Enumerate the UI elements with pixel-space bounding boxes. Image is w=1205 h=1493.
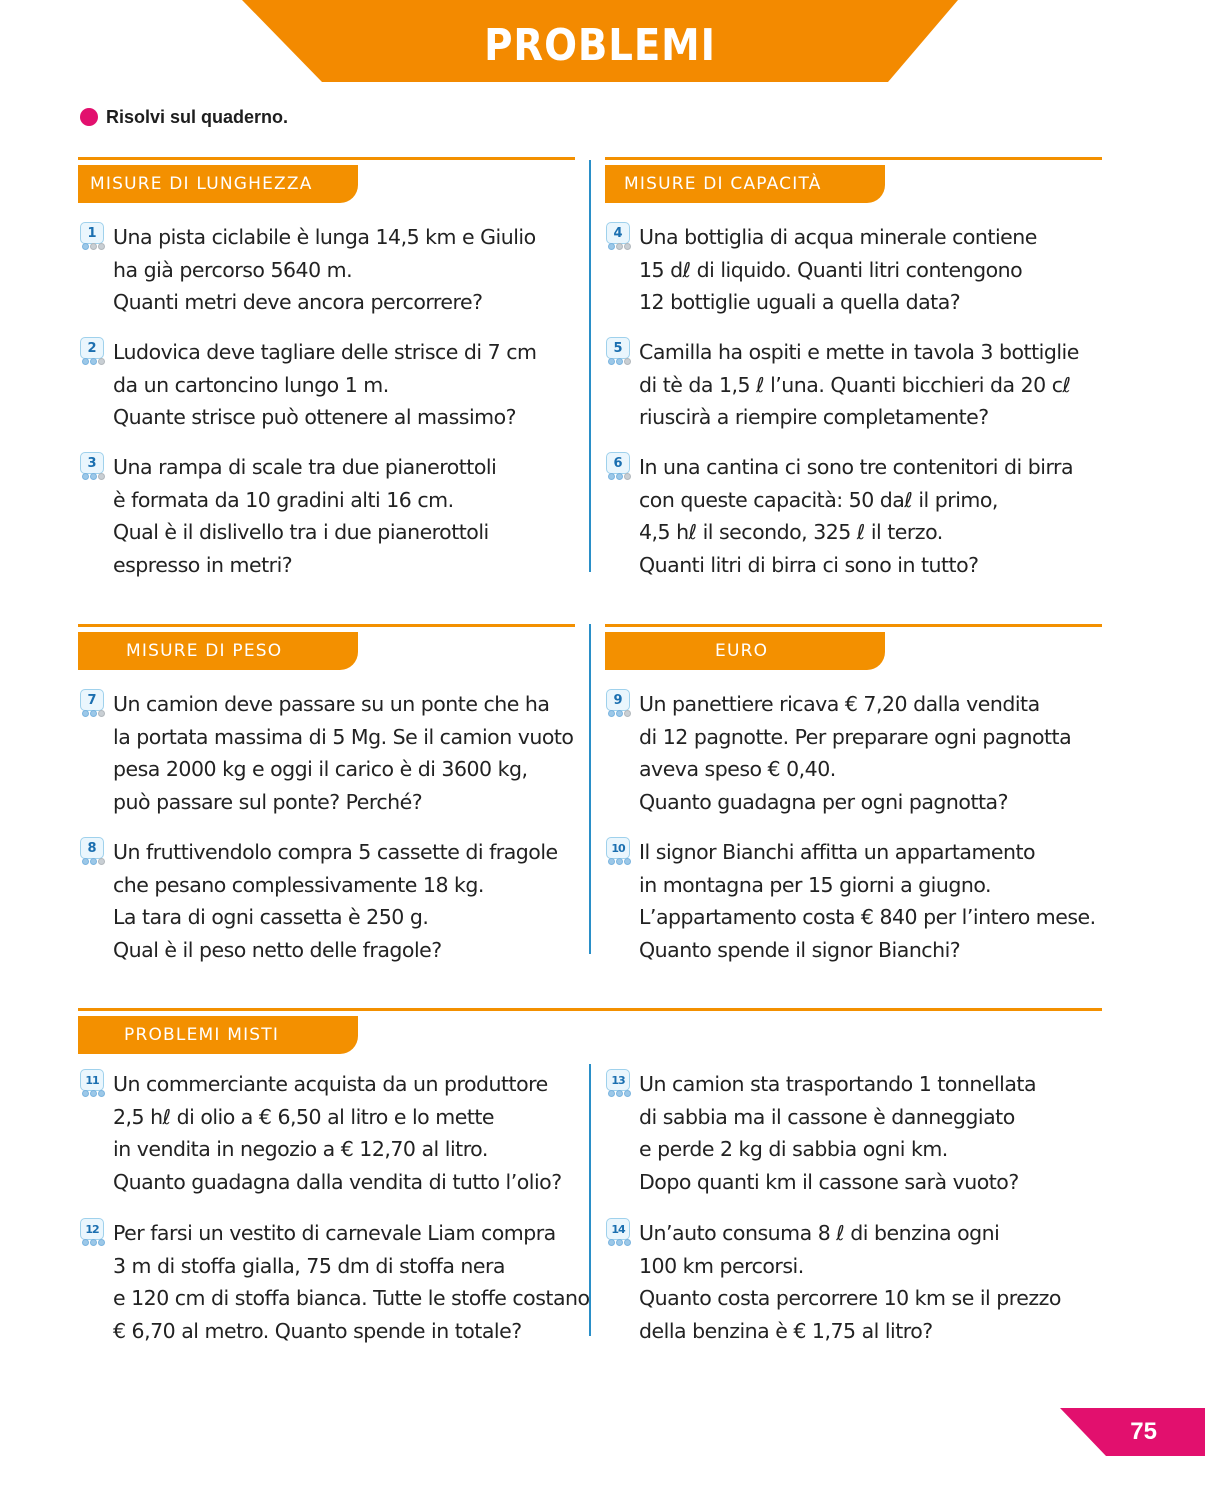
- problem-text: Un camion deve passare su un ponte che ha la portata massima di 5 Mg. Se il camion vuoto pesa 2000 kg e oggi il carico è di 3600 kg, può passare sul ponte? Perché?: [113, 692, 574, 814]
- problem-number-badge: 11: [80, 1069, 106, 1099]
- problem-text: Un commerciante acquista da un produttore 2,5 hℓ di olio a € 6,50 al litro e lo mette in vendita in negozio a € 12,70 al litro. Quanto guadagna dalla vendita di tutto l’olio?: [113, 1072, 562, 1194]
- problem-number-badge: 4: [606, 222, 632, 252]
- problem-7: [80, 688, 573, 818]
- page-title: PROBLEMI: [484, 20, 716, 71]
- difficulty-dots-icon: [608, 243, 632, 250]
- difficulty-dots-icon: [608, 1090, 632, 1097]
- problem-4: [606, 221, 1037, 319]
- problem-9: [606, 688, 1071, 818]
- problem-number-badge: 8: [80, 837, 106, 867]
- section-rule-euro: [605, 624, 1102, 627]
- section-title-lunghezza: MISURE DI LUNGHEZZA: [78, 165, 358, 203]
- problem-text: Un fruttivendolo compra 5 cassette di fragole che pesano complessivamente 18 kg. La tara di ogni cassetta è 250 g. Qual è il peso netto delle fragole?: [113, 840, 558, 962]
- problem-6: [606, 451, 1073, 581]
- problem-text: Un panettiere ricava € 7,20 dalla vendita di 12 pagnotte. Per preparare ogni pagnotta aveva speso € 0,40. Quanto guadagna per ogni pagnotta?: [639, 692, 1072, 814]
- problem-text: Una rampa di scale tra due pianerottoli è formata da 10 gradini alti 16 cm. Qual è il dislivello tra i due pianerottoli espresso in metri?: [113, 455, 497, 577]
- problem-number-badge: 14: [606, 1218, 632, 1248]
- problem-10: [606, 836, 1096, 966]
- problem-number-badge: 1: [80, 222, 106, 252]
- problem-text: Camilla ha ospiti e mette in tavola 3 bottiglie di tè da 1,5 ℓ l’una. Quanti bicchieri da 20 cℓ riuscirà a riempire completamente?: [639, 340, 1079, 429]
- problem-12: [80, 1217, 590, 1347]
- difficulty-dots-icon: [608, 473, 632, 480]
- page-number: 75: [1130, 1418, 1157, 1445]
- problem-text: Una pista ciclabile è lunga 14,5 km e Giulio ha già percorso 5640 m. Quanti metri deve ancora percorrere?: [113, 225, 536, 314]
- problem-number-badge: 6: [606, 452, 632, 482]
- problem-text: Un camion sta trasportando 1 tonnellata di sabbia ma il cassone è danneggiato e perde 2 kg di sabbia ogni km. Dopo quanti km il cassone sarà vuoto?: [639, 1072, 1037, 1194]
- instruction: [80, 104, 288, 130]
- difficulty-dots-icon: [608, 358, 632, 365]
- section-title-capacita: MISURE DI CAPACITÀ: [605, 165, 885, 203]
- problem-number-badge: 2: [80, 337, 106, 367]
- difficulty-dots-icon: [608, 710, 632, 717]
- problem-number-badge: 5: [606, 337, 632, 367]
- section-title-euro: EURO: [605, 632, 885, 670]
- difficulty-dots-icon: [82, 473, 106, 480]
- problem-14: [606, 1217, 1061, 1347]
- problem-text: Per farsi un vestito di carnevale Liam compra 3 m di stoffa gialla, 75 dm di stoffa nera e 120 cm di stoffa bianca. Tutte le stoffe costano € 6,70 al metro. Quanto spende in totale?: [113, 1221, 590, 1343]
- section-title-peso: MISURE DI PESO: [78, 632, 358, 670]
- section-title-misti: PROBLEMI MISTI: [78, 1016, 358, 1054]
- problem-8: [80, 836, 558, 966]
- difficulty-dots-icon: [82, 358, 106, 365]
- problem-11: [80, 1068, 562, 1198]
- column-divider-2: [589, 624, 591, 954]
- problem-text: In una cantina ci sono tre contenitori di birra con queste capacità: 50 daℓ il primo, 4,5 hℓ il secondo, 325 ℓ il terzo. Quanti litri di birra ci sono in tutto?: [639, 455, 1074, 577]
- problem-3: [80, 451, 496, 581]
- section-rule-lunghezza: [78, 157, 575, 160]
- bullet-dot-icon: [80, 108, 98, 126]
- problem-2: [80, 336, 536, 434]
- difficulty-dots-icon: [82, 243, 106, 250]
- problem-5: [606, 336, 1079, 434]
- difficulty-dots-icon: [608, 1239, 632, 1246]
- section-rule-capacita: [605, 157, 1102, 160]
- problem-number-badge: 7: [80, 689, 106, 719]
- problem-number-badge: 12: [80, 1218, 106, 1248]
- difficulty-dots-icon: [82, 710, 106, 717]
- difficulty-dots-icon: [82, 858, 106, 865]
- difficulty-dots-icon: [82, 1239, 106, 1246]
- problem-text: Una bottiglia di acqua minerale contiene 15 dℓ di liquido. Quanti litri contengono 12 bottiglie uguali a quella data?: [639, 225, 1037, 314]
- section-rule-peso: [78, 624, 575, 627]
- problem-text: Ludovica deve tagliare delle strisce di 7 cm da un cartoncino lungo 1 m. Quante strisce può ottenere al massimo?: [113, 340, 537, 429]
- problem-text: Il signor Bianchi affitta un appartamento in montagna per 15 giorni a giugno. L’appartamento costa € 840 per l’intero mese. Quanto spende il signor Bianchi?: [639, 840, 1096, 962]
- problem-text: Un’auto consuma 8 ℓ di benzina ogni 100 km percorsi. Quanto costa percorrere 10 km se il prezzo della benzina è € 1,75 al litro?: [639, 1221, 1061, 1343]
- problem-number-badge: 9: [606, 689, 632, 719]
- title-banner: [0, 0, 1205, 82]
- section-rule-misti: [78, 1008, 1102, 1011]
- problem-1: [80, 221, 536, 319]
- page-number-tab: [1060, 1408, 1205, 1456]
- column-divider-1: [589, 160, 591, 572]
- instruction-text: Risolvi sul quaderno.: [106, 106, 289, 127]
- problem-number-badge: 10: [606, 837, 632, 867]
- difficulty-dots-icon: [82, 1090, 106, 1097]
- difficulty-dots-icon: [608, 858, 632, 865]
- problem-number-badge: 13: [606, 1069, 632, 1099]
- problem-number-badge: 3: [80, 452, 106, 482]
- problem-13: [606, 1068, 1036, 1198]
